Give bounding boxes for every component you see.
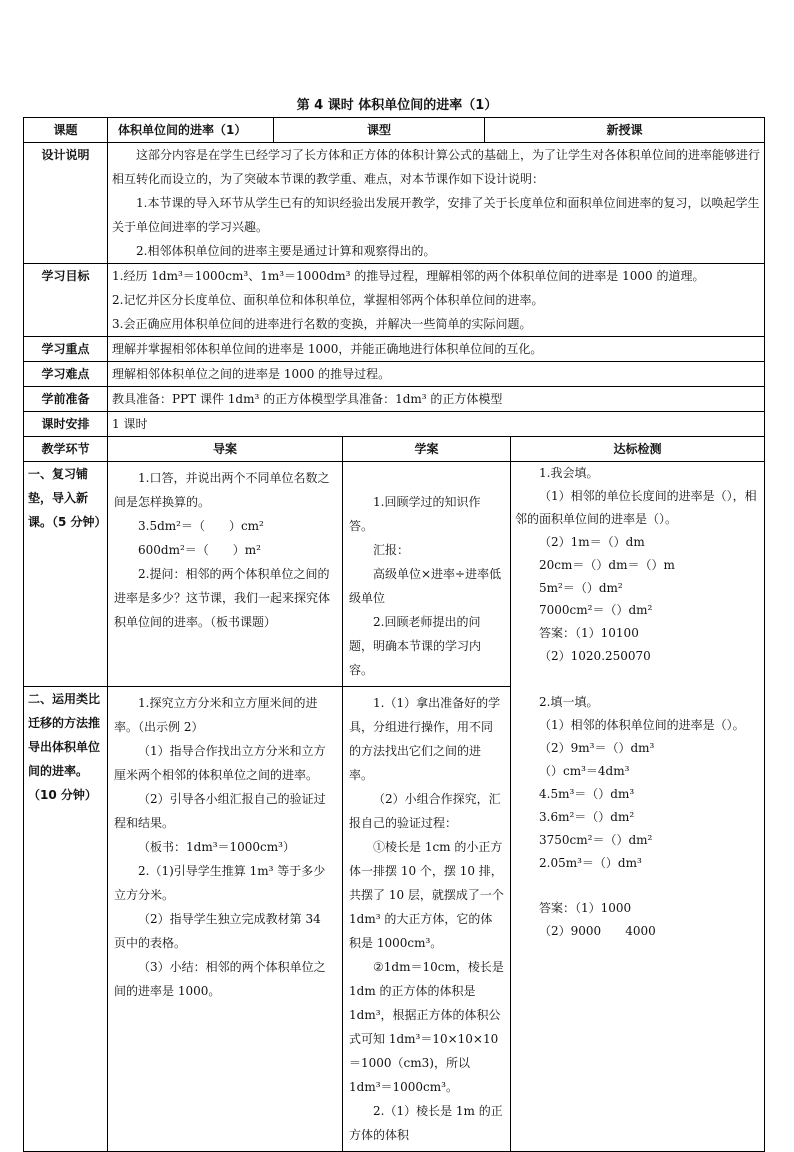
topic-label: 课题 <box>24 118 108 143</box>
check-line: （2）1020.250070 <box>539 649 651 664</box>
check-line: 答案：（1）10100 <box>539 626 639 641</box>
study-line: 汇报： <box>373 543 410 557</box>
check-line: （1）相邻的体积单位间的进率是（）。 <box>539 718 745 733</box>
section1-stage: 一、复习铺垫，导入新课。（5 分钟） <box>24 462 108 687</box>
type-value: 新授课 <box>485 118 765 143</box>
study-line: 2.（1）棱长是 1m 的正方体的体积 <box>349 1104 503 1142</box>
design-content <box>108 143 765 264</box>
study-line: （2）小组合作探究，汇报自己的验证过程： <box>349 792 501 830</box>
preparation-text: 教具准备：PPT 课件 1dm³ 的正方体模型学具准备：1dm³ 的正方体模型 <box>108 387 765 412</box>
preparation-label: 学前准备 <box>24 387 108 412</box>
check-line: （2）9000 4000 <box>539 924 656 939</box>
guide-line: 600dm²＝（ ）m² <box>138 543 261 557</box>
column-header-guide: 导案 <box>108 437 343 462</box>
guide-line: 1.探究立方分米和立方厘米间的进率。（出示例 2） <box>114 696 318 734</box>
guide-line: （1）指导合作找出立方分米和立方厘米两个相邻的体积单位之间的进率。 <box>114 744 326 782</box>
design-paragraph: 这部分内容是在学生已经学习了长方体和正方体的体积计算公式的基础上，为了让学生对各体积单位间的进率能够进行相互转化而设立的，为了突破本节课的教学重、难点，对本节课作如下设计说明： <box>112 148 761 186</box>
type-label: 课型 <box>274 118 485 143</box>
goals-content <box>108 264 765 337</box>
guide-line: 2.（1)引导学生推算 1m³ 等于多少立方分米。 <box>114 864 326 902</box>
column-header-check: 达标检测 <box>511 437 765 462</box>
check-line: 7000cm²＝（）dm² <box>539 603 653 618</box>
check-line: 20cm＝（）dm＝（）m <box>539 557 675 572</box>
key-point-label: 学习重点 <box>24 337 108 362</box>
check-spacer <box>515 874 760 897</box>
page-title: 第 4 课时 体积单位间的进率（1） <box>296 98 498 113</box>
difficulty-text: 理解相邻体积单位之间的进率是 1000 的推导过程。 <box>108 362 765 387</box>
guide-line: （3）小结：相邻的两个体积单位之间的进率是 1000。 <box>114 960 326 998</box>
study-line: ②1dm＝10cm，棱长是 1dm 的正方体的体积是 1dm³，根据正方体的体积公式可知 1dm³＝10×10×10＝1000（cm3)，所以 1dm³＝1000cm³。 <box>349 960 504 1094</box>
guide-line: （2）引导各小组汇报自己的验证过程和结果。 <box>114 792 326 830</box>
key-point-text: 理解并掌握相邻体积单位间的进率是 1000，并能正确地进行体积单位间的互化。 <box>108 337 765 362</box>
guide-line: 2.提问：相邻的两个体积单位之间的进率是多少？这节课，我们一起来探究体积单位间的进率。（板书课题） <box>114 567 331 629</box>
check-line: （2）1m＝（）dm <box>539 534 645 549</box>
check-line: （）cm³＝4dm³ <box>539 763 630 778</box>
design-label: 设计说明 <box>24 143 108 264</box>
study-line: 1.回顾学过的知识作答。 <box>349 495 481 533</box>
guide-line: 3.5dm²＝（ ）cm² <box>138 519 264 533</box>
study-line: ①棱长是 1cm 的小正方体一排摆 10 个，摆 10 排，共摆了 10 层，就摆成了一个 1dm³ 的大正方体，它的体积是 1000cm³。 <box>349 840 504 950</box>
study-line: 2.回顾老师提出的问题，明确本节课的学习内容。 <box>349 615 482 677</box>
goal-item: 2.记忆并区分长度单位、面积单位和体积单位，掌握相邻两个体积单位间的进率。 <box>112 293 544 307</box>
check-spacer <box>515 668 760 691</box>
study-line: 1.（1）拿出准备好的学具，分组进行操作，用不同的方法找出它们之间的进率。 <box>349 696 501 782</box>
goals-label: 学习目标 <box>24 264 108 337</box>
check-line: （2）9m³＝（）dm³ <box>539 740 655 755</box>
lesson-plan-table <box>23 117 765 1152</box>
check-column <box>511 462 765 1152</box>
section2-stage: 二、运用类比迁移的方法推导出体积单位间的进率。（10 分钟） <box>24 687 108 1152</box>
check-line: 2.05m³＝（）dm³ <box>539 855 642 870</box>
check-line: 5m²＝（）dm² <box>539 580 623 595</box>
check-line: 3.6m²＝（）dm² <box>539 809 635 824</box>
goal-item: 3.会正确应用体积单位间的进率进行名数的变换，并解决一些简单的实际问题。 <box>112 317 532 331</box>
check-line: 3750cm²＝（）dm² <box>539 832 653 847</box>
check-line: （1）相邻的单位长度间的进率是（），相邻的面积单位间的进率是（）。 <box>515 488 757 526</box>
design-paragraph: 1.本节课的导入环节从学生已有的知识经验出发展开教学，安排了关于长度单位和面积单位间进率的复习，以唤起学生关于单位间进率的学习兴趣。 <box>112 196 760 234</box>
check-line: 1.我会填。 <box>539 466 599 480</box>
check-line: 4.5m³＝（）dm³ <box>539 786 635 801</box>
section2-guide <box>108 687 343 1152</box>
guide-line: （板书：1dm³＝1000cm³） <box>138 840 295 854</box>
check-line: 答案：（1）1000 <box>539 901 632 916</box>
design-paragraph: 2.相邻体积单位间的进率主要是通过计算和观察得出的。 <box>136 244 436 258</box>
study-line: 高级单位×进率÷进率低级单位 <box>349 567 502 605</box>
guide-line: （2）指导学生独立完成教材第 34 页中的表格。 <box>114 912 321 950</box>
column-header-study: 学案 <box>343 437 511 462</box>
schedule-text: 1 课时 <box>108 412 765 437</box>
section2-study <box>343 687 511 1152</box>
schedule-label: 课时安排 <box>24 412 108 437</box>
guide-line: 1.口答，并说出两个不同单位名数之间是怎样换算的。 <box>114 471 330 509</box>
column-header-stage: 教学环节 <box>24 437 108 462</box>
goal-item: 1.经历 1dm³＝1000cm³、1m³＝1000dm³ 的推导过程，理解相邻的两个体积单位间的进率是 1000 的道理。 <box>112 269 705 283</box>
section1-guide <box>108 462 343 687</box>
check-line: 2.填一填。 <box>539 695 599 710</box>
section1-study <box>343 462 511 687</box>
difficulty-label: 学习难点 <box>24 362 108 387</box>
topic-value: 体积单位间的进率（1） <box>108 118 274 143</box>
